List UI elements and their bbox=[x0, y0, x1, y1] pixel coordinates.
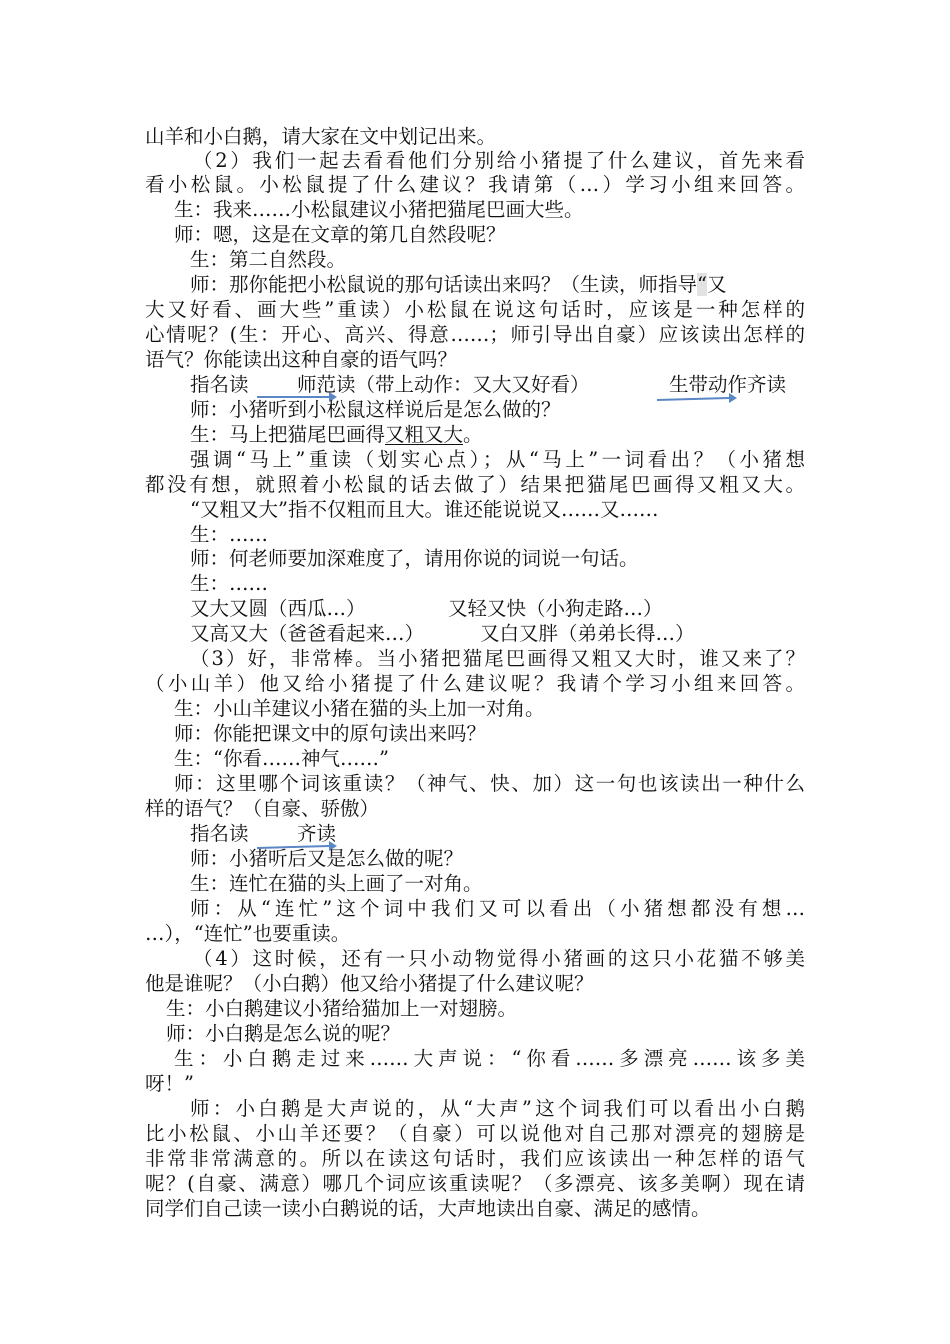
text-line: （3）好，非常棒。当小猪把猫尾巴画得又粗又大时，谁又来了？ bbox=[190, 647, 805, 670]
line-text-end: 。 bbox=[463, 423, 483, 446]
text-line: （4）这时候，还有一只小动物觉得小猪画的这只小花猫不够美 bbox=[193, 947, 805, 970]
text-line: 语气？你能读出这种自豪的语气吗？ bbox=[145, 348, 458, 371]
step-label: 指名读 bbox=[190, 822, 249, 845]
text-line: 心情呢？(生：开心、高兴、得意……；师引导出自豪）应该读出怎样的 bbox=[145, 323, 805, 346]
text-line: 看小松鼠。小松鼠提了什么建议？我请第（…）学习小组来回答。 bbox=[145, 173, 805, 196]
text-line: 师：这里哪个词该重读？（神气、快、加）这一句也该读出一种什么 bbox=[174, 772, 805, 795]
text-line: 同学们自己读一读小白鹅说的话，大声地读出自豪、满足的感情。 bbox=[145, 1197, 711, 1220]
line-text-end: 又 bbox=[707, 273, 727, 296]
text-line: 生：小白鹅走过来……大声说：“你看……多漂亮……该多美 bbox=[174, 1047, 805, 1070]
text-line: 生：…… bbox=[190, 572, 269, 595]
text-line: 强调“马上”重读（划实心点）；从“马上”一词看出？（小猪想 bbox=[190, 448, 805, 471]
text-line: 生：小白鹅建议小猪给猫加上一对翅膀。 bbox=[166, 997, 518, 1020]
example-phrase: 又轻又快（小狗走路…） bbox=[448, 597, 663, 620]
step-label: 指名读 bbox=[190, 373, 249, 396]
text-line: 他是谁呢？（小白鹅）他又给小猪提了什么建议呢？ bbox=[145, 972, 594, 995]
text-line: （小山羊）他又给小猪提了什么建议呢？我请个学习小组来回答。 bbox=[145, 672, 805, 695]
text-line: 生：小山羊建议小猪在猫的头上加一对角。 bbox=[174, 697, 545, 720]
text-line: 师：何老师要加深难度了，请用你说的词说一句话。 bbox=[190, 547, 639, 570]
right-arrow-icon bbox=[657, 392, 737, 406]
text-line: 生：…… bbox=[190, 523, 269, 546]
text-line: 样的语气？（自豪、骄傲） bbox=[145, 797, 380, 820]
text-line: 山羊和小白鹅，请大家在文中划记出来。 bbox=[145, 125, 497, 148]
step-label: 齐读 bbox=[297, 822, 337, 845]
text-line: 非常非常满意的。所以在读这句话时，我们应该读出一种怎样的语气 bbox=[145, 1147, 805, 1170]
text-line: “又粗又大”指不仅粗而且大。谁还能说说又……又…… bbox=[190, 498, 659, 521]
text-line: 生：连忙在猫的头上画了一对角。 bbox=[190, 872, 483, 895]
step-label: 师范读（带上动作：又大又好看） bbox=[297, 373, 590, 396]
line-text: 师：那你能把小松鼠说的那句话读出来吗？（生读，师指导 bbox=[190, 273, 698, 296]
example-phrase: 又高又大（爸爸看起来…） bbox=[190, 622, 425, 645]
underlined-phrase: 又粗又大 bbox=[385, 423, 464, 446]
text-line: 生：我来……小松鼠建议小猪把猫尾巴画大些。 bbox=[174, 198, 584, 221]
text-line: 都没有想，就照着小松鼠的话去做了）结果把猫尾巴画得又粗又大。 bbox=[145, 473, 805, 496]
text-line: 比小松鼠、小山羊还要？（自豪）可以说他对自己那对漂亮的翅膀是 bbox=[145, 1122, 805, 1145]
text-line: 呀！” bbox=[145, 1072, 194, 1095]
text-line: 师：你能把课文中的原句读出来吗？ bbox=[174, 722, 487, 745]
text-line: 师：小猪听到小松鼠这样说后是怎么做的？ bbox=[190, 398, 561, 421]
text-line: 师：小猪听后又是怎么做的呢？ bbox=[190, 847, 464, 870]
example-phrase: 又白又胖（弟弟长得…） bbox=[480, 622, 695, 645]
step-label: 生带动作齐读 bbox=[669, 373, 787, 396]
highlighted-quote-mark: “ bbox=[697, 273, 707, 296]
text-line bbox=[190, 273, 805, 297]
text-line: …），“连忙”也要重读。 bbox=[145, 922, 351, 945]
text-line: 师：从“连忙”这个词中我们又可以看出（小猪想都没有想… bbox=[190, 897, 805, 920]
line-text: 生：马上把猫尾巴画得 bbox=[190, 423, 386, 446]
example-phrase: 又大又圆（西瓜…） bbox=[190, 597, 366, 620]
text-line: 师：小白鹅是大声说的，从“大声”这个词我们可以看出小白鹅 bbox=[190, 1097, 805, 1120]
text-line: 生：第二自然段。 bbox=[190, 248, 347, 271]
text-line: （2）我们一起去看看他们分别给小猪提了什么建议，首先来看 bbox=[193, 149, 805, 172]
text-line: 师：嗯，这是在文章的第几自然段呢？ bbox=[174, 223, 506, 246]
text-line: 生：“你看……神气……” bbox=[174, 747, 389, 770]
text-line: 师：小白鹅是怎么说的呢？ bbox=[166, 1022, 401, 1045]
text-line: 呢？(自豪、满意）哪几个词应该重读呢？（多漂亮、该多美啊）现在请 bbox=[145, 1172, 805, 1195]
text-line: 大又好看、画大些”重读）小松鼠在说这句话时，应该是一种怎样的 bbox=[145, 298, 805, 321]
text-line bbox=[190, 423, 483, 447]
